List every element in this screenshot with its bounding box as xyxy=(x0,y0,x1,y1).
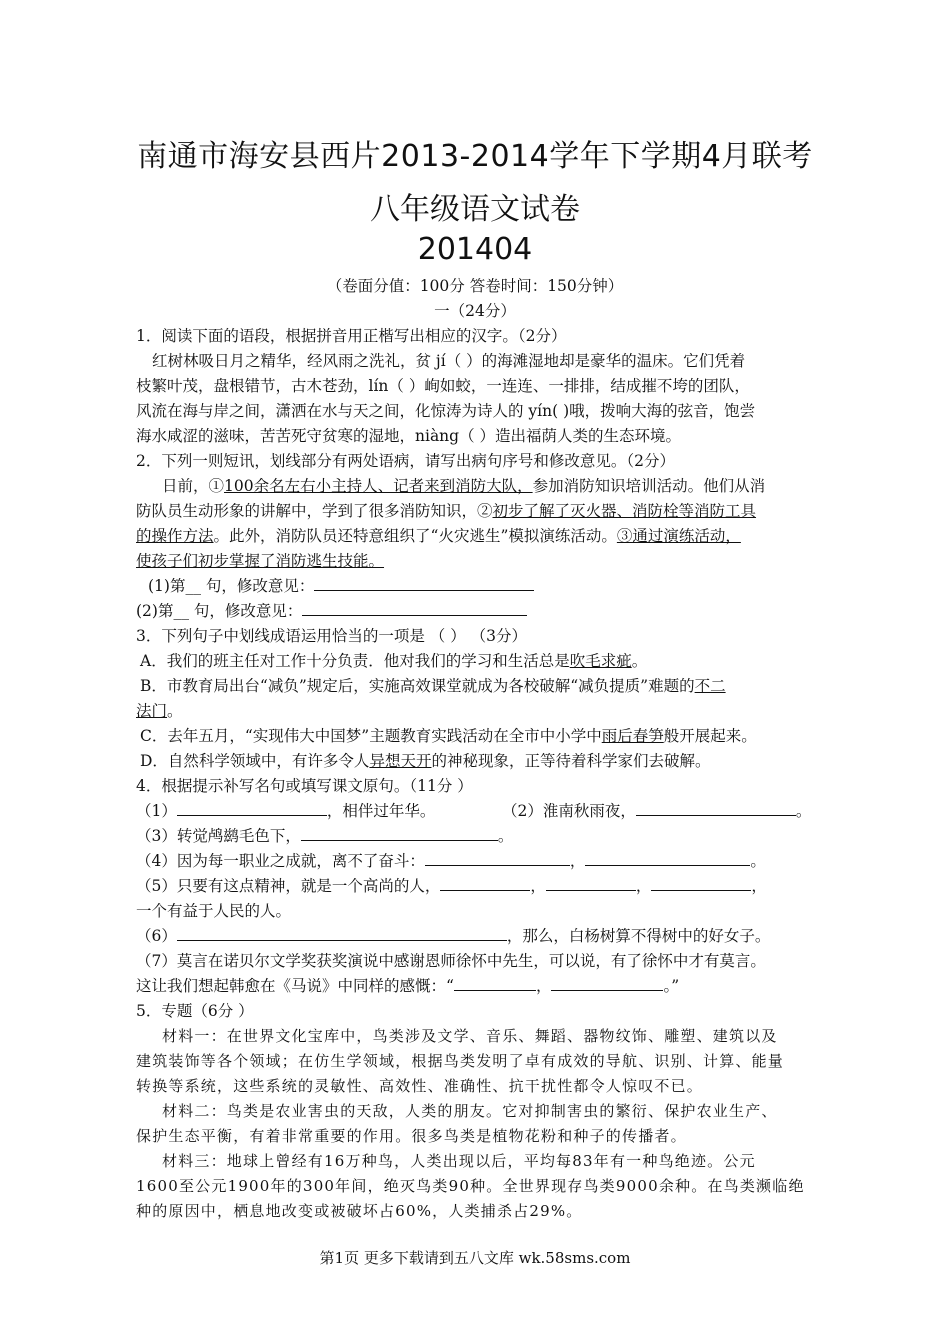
q2-stem: 2．下列一则短讯，划线部分有两处语病，请写出病句序号和修改意见。（2分） xyxy=(136,452,675,470)
answer-blank[interactable] xyxy=(454,976,536,991)
answer-blank[interactable] xyxy=(551,976,663,991)
q2-para-line xyxy=(136,501,756,521)
q3-stem: 3．下列句子中划线成语运用恰当的一项是 （ ） （3分） xyxy=(136,627,528,645)
item-text: 。” xyxy=(663,977,680,995)
item-text: （5）只要有这点精神，就是一个高尚的人， xyxy=(136,877,441,895)
q2-para-line xyxy=(162,476,765,496)
item-text: 。 xyxy=(750,852,766,870)
q4-item-5-cont: 一个有益于人民的人。 xyxy=(136,902,292,920)
item-text: 这让我们想起韩愈在《马说》中同样的感慨：“ xyxy=(136,977,454,995)
answer-blank[interactable] xyxy=(651,876,751,891)
exam-date: 201404 xyxy=(417,232,533,267)
q4-item-1 xyxy=(136,801,435,821)
item-text: ， xyxy=(569,852,586,870)
option-idiom: 吹毛求疵 xyxy=(569,652,632,670)
q5-material-line: 转换等系统，这些系统的灵敏性、高效性、准确性、抗干扰性都令人惊叹不已。 xyxy=(136,1077,704,1095)
q2-underlined-sentence: 100余名左右小主持人、记者来到消防大队， xyxy=(224,477,533,495)
item-text: 。 xyxy=(497,827,514,845)
q5-stem: 5．专题（6分 ） xyxy=(136,1002,254,1020)
q4-stem: 4．根据提示补写名句或填写课文原句。（11分 ） xyxy=(136,777,473,795)
answer-blank[interactable] xyxy=(302,601,527,616)
option-idiom: 不二 xyxy=(694,677,726,695)
page-footer: 第1页 更多下载请到五八文库 wk.58sms.com xyxy=(319,1249,631,1267)
q2-answer-1 xyxy=(148,576,534,596)
q5-material-line: 种的原因中，栖息地改变或被破坏占60%，人类捕杀占29%。 xyxy=(136,1202,583,1220)
q4-item-6 xyxy=(136,926,770,946)
q4-item-7-cont xyxy=(136,976,679,996)
option-text: 。 xyxy=(631,652,648,670)
q2-answer-2 xyxy=(136,601,527,621)
q1-para-line: 红树林吸日月之精华，经风雨之洗礼，贫 jí（ ）的海滩湿地却是豪华的温床。它们凭着 xyxy=(152,352,746,370)
q2-text: 日前，① xyxy=(162,477,225,495)
item-text: （4）因为每一职业之成就，离不了奋斗： xyxy=(136,852,425,870)
q4-item-4 xyxy=(136,851,766,871)
q5-material-line: 1600至公元1900年的300年间，绝灭鸟类90种。全世界现存鸟类9000余种。在鸟类濒临绝 xyxy=(136,1177,805,1195)
q3-option-a xyxy=(140,651,647,671)
exam-meta: （卷面分值：100分 答卷时间：150分钟） xyxy=(326,277,624,295)
option-idiom: 异想天开 xyxy=(369,752,432,770)
q5-material-line: 材料一：在世界文化宝库中，鸟类涉及文学、音乐、舞蹈、器物纹饰、雕塑、建筑以及 xyxy=(162,1027,778,1045)
answer-blank[interactable] xyxy=(177,926,507,941)
q5-material-line: 材料三：地球上曾经有16万种鸟，人类出现以后，平均每83年有一种鸟绝迹。公元 xyxy=(162,1152,756,1170)
option-idiom: 法门 xyxy=(136,702,168,720)
item-text: （6） xyxy=(136,927,177,945)
q5-material-line: 保护生态平衡，有着非常重要的作用。很多鸟类是植物花粉和种子的传播者。 xyxy=(136,1127,687,1145)
option-text: 。 xyxy=(167,702,183,720)
q2-underlined-sentence: 初步了解了灭火器、消防栓等消防工具 xyxy=(492,502,757,520)
q4-item-5 xyxy=(136,876,767,896)
item-text: ， xyxy=(635,877,652,895)
option-text: D．自然科学领域中，有许多令人 xyxy=(140,752,370,770)
item-text: ，相伴过年华。 xyxy=(326,802,436,820)
answer-blank[interactable] xyxy=(585,851,750,866)
q2-answer-label: (1)第__ 句，修改意见： xyxy=(148,577,315,595)
answer-blank[interactable] xyxy=(177,801,327,816)
option-idiom: 雨后春笋 xyxy=(601,727,664,745)
q3-option-d xyxy=(140,751,710,771)
q5-material-line: 材料二：鸟类是农业害虫的天敌，人类的朋友。它对抑制害虫的繁衍、保护农业生产、 xyxy=(162,1102,778,1120)
q3-option-b xyxy=(140,676,726,696)
answer-blank[interactable] xyxy=(425,851,570,866)
q2-text: 。此外，消防队员还特意组织了“火灾逃生”模拟演练活动。 xyxy=(213,527,617,545)
option-text: 的神秘现象，正等待着科学家们去破解。 xyxy=(431,752,711,770)
q5-material-line: 建筑装饰等各个领域；在仿生学领域，根据鸟类发明了卓有成效的导航、识别、计算、能量 xyxy=(136,1052,785,1070)
answer-blank[interactable] xyxy=(546,876,636,891)
q2-underlined-sentence: ③通过演练活动， xyxy=(616,527,741,545)
q4-item-7: （7）莫言在诺贝尔文学奖获奖演说中感谢恩师徐怀中先生，可以说，有了徐怀中才有莫言。 xyxy=(136,952,766,970)
option-text: B．市教育局出台“减负”规定后，实施高效课堂就成为各校破解“减负提质”难题的 xyxy=(140,677,695,695)
q1-para-line: 风流在海与岸之间，潇洒在水与天之间，化惊涛为诗人的 yín( )哦，拨响大海的弦音，饱尝 xyxy=(136,402,756,420)
q3-option-b-cont xyxy=(136,701,183,721)
section-heading: 一（24分） xyxy=(434,302,516,320)
option-text: C．去年五月，“实现伟大中国梦”主题教育实践活动在全市中小学中 xyxy=(140,727,602,745)
item-text: （2）淮南秋雨夜， xyxy=(502,802,636,820)
item-text: ， xyxy=(751,877,767,895)
item-text: （3）转觉鸬鹚毛色下， xyxy=(136,827,301,845)
q3-option-c xyxy=(140,726,757,746)
answer-blank[interactable] xyxy=(314,576,534,591)
q2-underlined-sentence: 使孩子们初步掌握了消防逃生技能。 xyxy=(136,552,385,570)
q4-item-2 xyxy=(502,801,811,821)
q2-text: 参加消防知识培训活动。他们从消 xyxy=(532,477,766,495)
answer-blank[interactable] xyxy=(440,876,530,891)
q2-underlined-sentence: 的操作方法 xyxy=(136,527,214,545)
option-text: 般开展起来。 xyxy=(663,727,757,745)
q4-item-3 xyxy=(136,826,513,846)
answer-blank[interactable] xyxy=(636,801,796,816)
answer-blank[interactable] xyxy=(301,826,498,841)
option-text: A．我们的班主任对工作十分负责．他对我们的学习和生活总是 xyxy=(140,652,570,670)
q1-para-line: 海水咸涩的滋味，苦苦死守贫寒的湿地，niàng（ ）造出福荫人类的生态环境。 xyxy=(136,427,682,445)
exam-title: 南通市海安县西片2013-2014学年下学期4月联考 xyxy=(137,139,813,174)
item-text: ， xyxy=(530,877,546,895)
q2-para-line xyxy=(136,551,384,571)
q2-para-line xyxy=(136,526,741,546)
q2-text: 防队员生动形象的讲解中，学到了很多消防知识，② xyxy=(136,502,493,520)
item-text: （1） xyxy=(136,802,177,820)
item-text: ， xyxy=(535,977,552,995)
q1-stem: 1．阅读下面的语段，根据拼音用正楷写出相应的汉字。（2分） xyxy=(136,327,567,345)
item-text: 。 xyxy=(795,802,812,820)
item-text: ，那么，白杨树算不得树中的好女子。 xyxy=(506,927,771,945)
exam-subtitle: 八年级语文试卷 xyxy=(370,192,580,227)
q1-para-line: 枝繁叶茂，盘根错节，古木苍劲，lín（ ）峋如蛟，一连连、一排排，结成摧不垮的团队， xyxy=(136,377,750,395)
q2-answer-label: (2)第__ 句，修改意见： xyxy=(136,602,303,620)
